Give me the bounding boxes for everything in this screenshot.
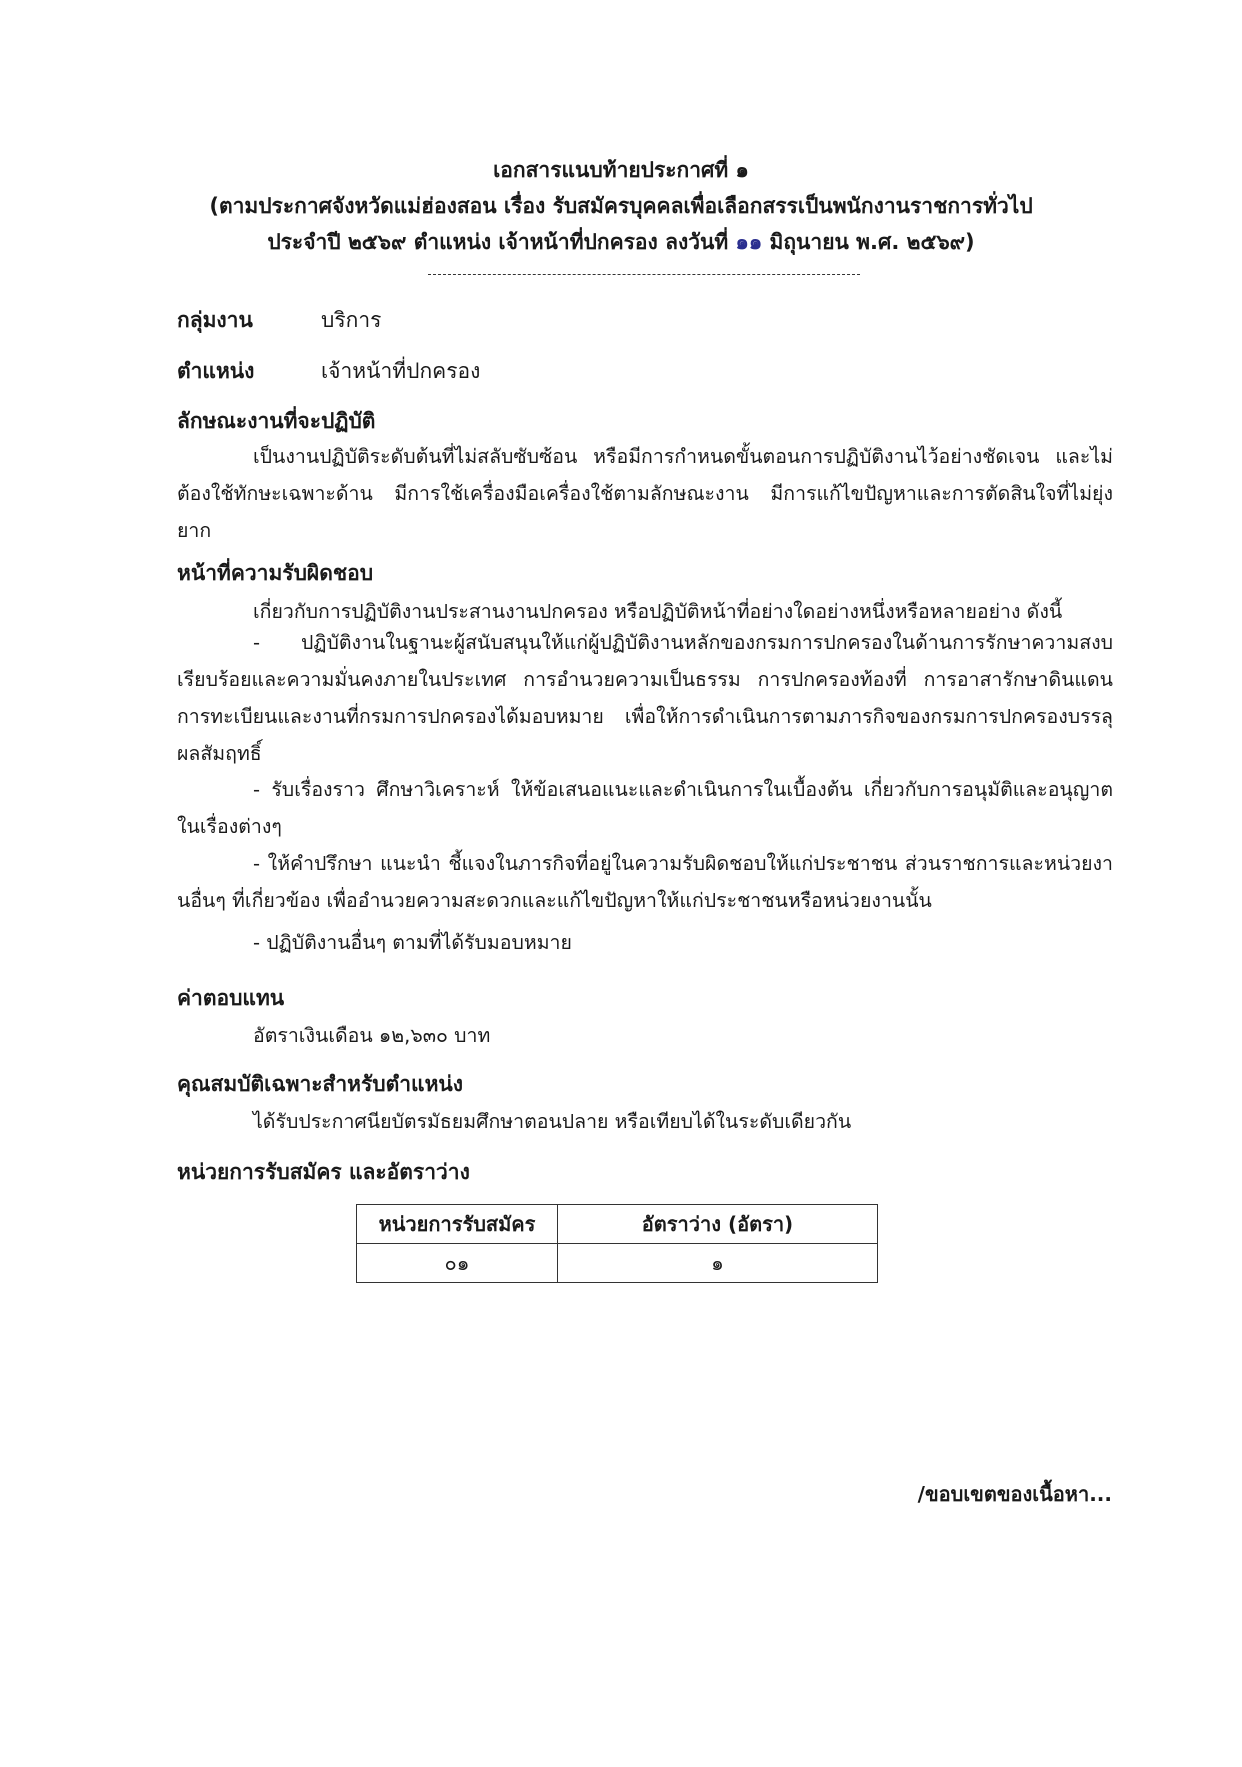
qualification-heading: คุณสมบัติเฉพาะสำหรับตำแหน่ง [177, 1072, 464, 1096]
header-date-line [0, 224, 1242, 260]
units-table [356, 1204, 878, 1283]
responsibility-item-3-text: - ให้คำปรึกษา แนะนำ ชี้แจงในภารกิจที่อยู่ในความรับผิดชอบให้แก่ประชาชน ส่วนราชการและหน่วยงานอื่นๆ ที่เกี่ยวข้อง เพื่ออำนวยความสะดวกและแก้ไขปัญหาให้แก่ประชาชนหรือหน่วยงานนั้น [177, 852, 1113, 912]
responsibility-item-3 [177, 845, 1113, 919]
table-row [357, 1244, 878, 1283]
group-value: บริการ [321, 308, 382, 332]
responsibility-item-1-text: - ปฏิบัติงานในฐานะผู้สนับสนุนให้แก่ผู้ปฏิบัติงานหลักของกรมการปกครองในด้านการรักษาความสงบเรียบร้อยและความมั่นคงภายในประเทศ การอำนวยความเป็นธรรม การปกครองท้องที่ การอาสารักษาดินแดน การทะเบียนและงานที่กรมการปกครองได้มอบหมาย เพื่อให้การดำเนินการตามภารกิจของกรมการปกครองบรรลุผลสัมฤทธิ์ [177, 631, 1113, 765]
responsibility-item-4: - ปฏิบัติงานอื่นๆ ตามที่ได้รับมอบหมาย [253, 931, 572, 954]
document-header [0, 152, 1242, 260]
work-nature-paragraph [177, 438, 1113, 549]
responsibility-item-2 [177, 771, 1113, 845]
position-label: ตำแหน่ง [177, 359, 255, 383]
responsibility-item-2-text: - รับเรื่องราว ศึกษาวิเคราะห์ ให้ข้อเสนอแนะและดำเนินการในเบื้องต้น เกี่ยวกับการอนุมัติและอนุญาตในเรื่องต่างๆ [177, 778, 1113, 838]
units-cell-unit: ๐๑ [357, 1244, 558, 1283]
header-subtitle: (ตามประกาศจังหวัดแม่ฮ่องสอน เรื่อง รับสมัครบุคคลเพื่อเลือกสรรเป็นพนักงานราชการทั่วไป [209, 194, 1033, 218]
work-nature-heading: ลักษณะงานที่จะปฏิบัติ [177, 409, 376, 433]
position-value: เจ้าหน้าที่ปกครอง [321, 359, 481, 383]
responsibilities-intro: เกี่ยวกับการปฏิบัติงานประสานงานปกครอง หรือปฏิบัติหน้าที่อย่างใดอย่างหนึ่งหรือหลายอย่าง ดังนี้ [253, 600, 1063, 623]
group-label: กลุ่มงาน [177, 308, 253, 332]
units-col-header-unit: หน่วยการรับสมัคร [357, 1205, 558, 1244]
compensation-heading: ค่าตอบแทน [177, 986, 285, 1010]
units-cell-count: ๑ [558, 1244, 878, 1283]
header-title: เอกสารแนบท้ายประกาศที่ ๑ [493, 158, 749, 182]
position-field [177, 355, 480, 388]
responsibility-item-1 [177, 624, 1113, 772]
units-table-header-row [357, 1205, 878, 1244]
header-divider [428, 274, 860, 275]
compensation-text: อัตราเงินเดือน ๑๒,๖๓๐ บาท [253, 1024, 491, 1047]
units-heading: หน่วยการรับสมัคร และอัตราว่าง [177, 1160, 470, 1184]
units-col-header-count: อัตราว่าง (อัตรา) [558, 1205, 878, 1244]
header-date-post: มิถุนายน พ.ศ. ๒๕๖๙) [762, 230, 975, 254]
work-nature-text: เป็นงานปฏิบัติระดับต้นที่ไม่สลับซับซ้อน หรือมีการกำหนดขั้นตอนการปฏิบัติงานไว้อย่างชัดเจน และไม่ต้องใช้ทักษะเฉพาะด้าน มีการใช้เครื่องมือเครื่องใช้ตามลักษณะงาน มีการแก้ไขปัญหาและการตัดสินใจที่ไม่ยุ่งยาก [177, 445, 1113, 542]
header-date-pre: ประจำปี ๒๕๖๙ ตำแหน่ง เจ้าหน้าที่ปกครอง ลงวันที่ [267, 230, 736, 254]
continuation-note: /ขอบเขตของเนื้อหา... [917, 1482, 1112, 1506]
header-date-day: ๑๑ [735, 230, 763, 254]
responsibilities-heading: หน้าที่ความรับผิดชอบ [177, 561, 374, 585]
group-field [177, 304, 381, 337]
qualification-text: ได้รับประกาศนียบัตรมัธยมศึกษาตอนปลาย หรือเทียบได้ในระดับเดียวกัน [253, 1110, 852, 1133]
